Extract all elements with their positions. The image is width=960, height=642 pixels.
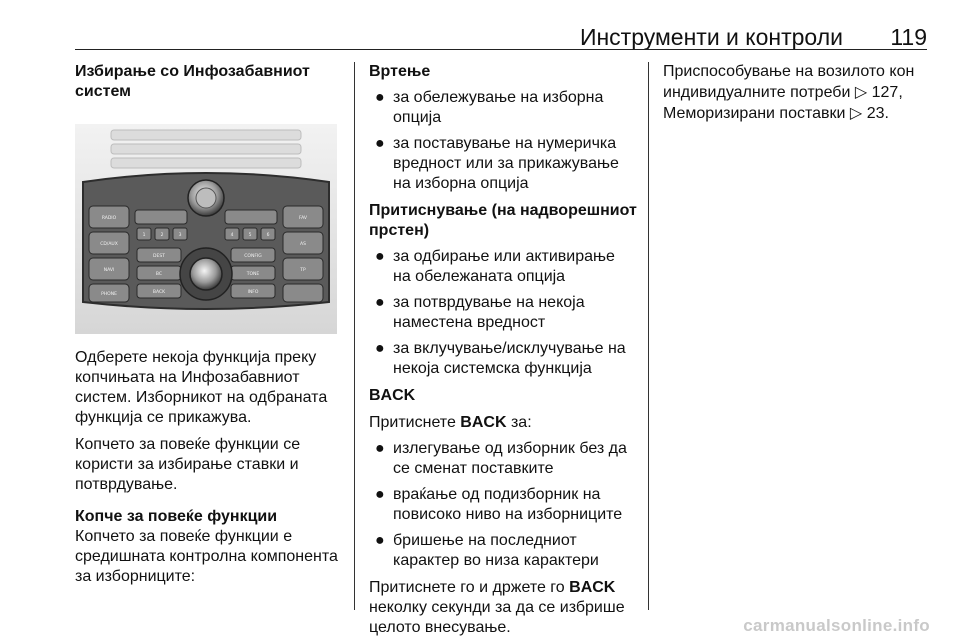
preset-label: 3	[178, 233, 182, 238]
bullet-icon: ●	[375, 486, 385, 503]
button-label: FAV	[298, 216, 308, 221]
page-header	[75, 22, 927, 52]
bullet-icon: ●	[375, 532, 385, 549]
button-label: RADIO	[101, 216, 117, 221]
button-label: PHONE	[101, 292, 117, 297]
header-rule	[75, 49, 927, 50]
bullet-icon: ●	[375, 248, 385, 265]
preset-label: 4	[230, 233, 234, 238]
bullet-icon: ●	[375, 440, 385, 457]
bullet-icon: ●	[375, 89, 385, 106]
list-item: ● за обележување на изборна опција	[375, 89, 604, 126]
section-heading: Избирање со Инфозабавниот систем	[75, 63, 310, 100]
page-number: 119	[890, 24, 927, 50]
watermark: carmanualsonline.info	[743, 616, 930, 635]
page-ref-icon: ▷	[854, 82, 868, 101]
button-label: DEST	[153, 254, 165, 259]
button-label: INFO	[247, 290, 259, 295]
button-label: BACK	[152, 290, 166, 295]
chapter-title: Инструменти и контроли	[579, 24, 843, 50]
bullet-list	[369, 88, 637, 194]
column-2	[369, 62, 637, 638]
bullet-icon: ●	[375, 135, 385, 152]
infotainment-panel-drawing	[75, 124, 337, 334]
list-item: ● излегување од изборник без да се сменат поставките	[375, 440, 627, 477]
page-ref-icon: ▷	[849, 103, 863, 122]
column-divider	[354, 62, 355, 610]
button-label: TONE	[246, 272, 260, 277]
column-3	[663, 62, 931, 124]
infotainment-panel-image	[75, 124, 337, 334]
paragraph: Копчето за повеќе функции е средишната контролна компонента за изборниците:	[75, 528, 338, 585]
preset-label: 6	[266, 233, 270, 238]
button-label: TP	[300, 268, 306, 273]
paragraph: Копчето за повеќе функции се користи за избирање ставки и потврдување.	[75, 436, 301, 493]
list-item: ● за поставување на нумеричка вредност или за прикажување на изборна опција	[375, 135, 619, 192]
paragraph: Одберете некоја функција преку копчињата на Инфозабавниот систем. Изборникот на одбраната функција се прикажува.	[75, 349, 328, 426]
cross-reference[interactable]: Меморизирани поставки ▷ 23.	[663, 103, 889, 122]
list-item: ● бришење на последниот карактер во низа карактери	[375, 532, 599, 569]
list-item: ● враќање од подизборник на повисоко ниво на изборниците	[375, 486, 623, 523]
list-item: ● за потврдување на некоја наместена вредност	[375, 294, 585, 331]
cross-reference[interactable]: Приспособување на возилото кон индивидуалните потреби ▷ 127,	[663, 63, 915, 101]
button-label: NAVI	[103, 268, 115, 273]
preset-label: 5	[248, 233, 252, 238]
paragraph: Притиснете BACK за:	[369, 414, 532, 431]
section-heading: Копче за повеќе функции	[75, 508, 278, 525]
paragraph: Притиснете го и држете го BACK неколку секунди за да се избрише целото внесување.	[369, 579, 625, 636]
preset-label: 1	[142, 233, 146, 238]
button-label: CONFIG	[244, 254, 262, 259]
bullet-icon: ●	[375, 294, 385, 311]
section-heading: BACK	[369, 387, 416, 404]
column-divider	[648, 62, 649, 610]
preset-label: 2	[160, 233, 164, 238]
button-label: BC	[155, 272, 163, 277]
button-label: CD/AUX	[100, 242, 118, 247]
button-label: AS	[300, 242, 306, 247]
bullet-list	[369, 247, 637, 379]
list-item: ● за одбирање или активирање на обележаната опција	[375, 248, 615, 285]
column-1	[75, 62, 343, 587]
section-heading: Притиснување (на надворешниот прстен)	[369, 202, 637, 239]
section-heading: Вртење	[369, 63, 431, 80]
bullet-icon: ●	[375, 340, 385, 357]
bullet-list	[369, 439, 637, 571]
list-item: ● за вклучување/исклучување на некоја системска функција	[375, 340, 626, 377]
